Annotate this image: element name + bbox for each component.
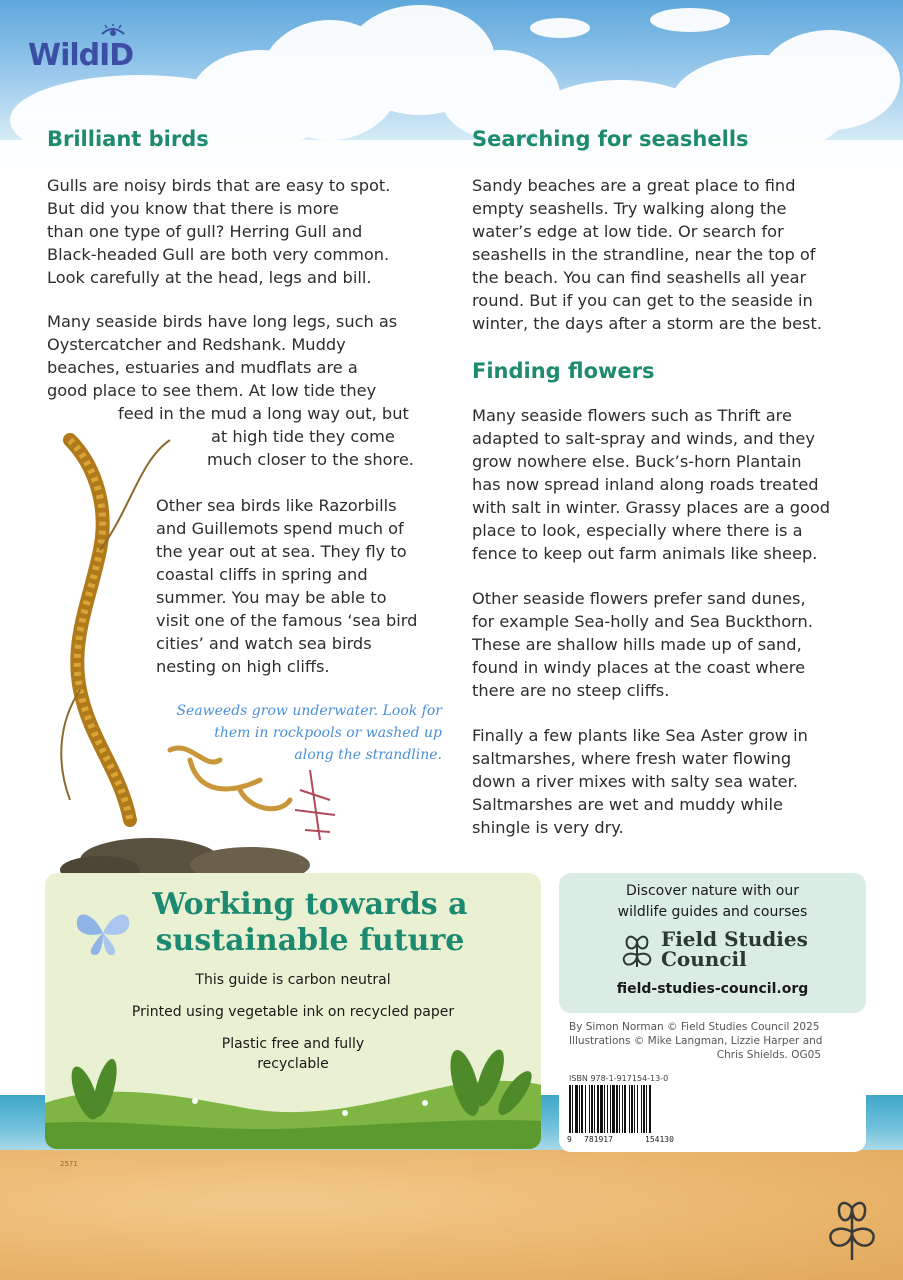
text-line: much closer to the shore. xyxy=(207,450,414,469)
butterfly-icon xyxy=(73,907,133,959)
paragraph-seashells xyxy=(472,174,822,335)
barcode-bar xyxy=(591,1085,593,1133)
text-line: shingle is very dry. xyxy=(472,818,624,837)
barcode-bar xyxy=(572,1085,573,1133)
plants-illustration xyxy=(45,1023,541,1149)
barcode-bar xyxy=(585,1085,586,1133)
barcode-bar xyxy=(604,1085,605,1133)
text-line: Council xyxy=(661,947,747,971)
text-line: Gulls are noisy birds that are easy to spot. xyxy=(47,176,391,195)
paragraph-gulls xyxy=(47,174,390,289)
seaweed-illustration xyxy=(0,420,410,880)
barcode-digit: 154130 xyxy=(645,1135,674,1144)
caption-line: them in rockpools or washed up xyxy=(214,725,442,741)
text-line: the year out at sea. They fly to xyxy=(156,542,407,561)
text-line: Discover nature with our xyxy=(625,883,799,899)
barcode-bar xyxy=(589,1085,590,1133)
clouds-illustration xyxy=(0,0,903,200)
fsc-leaf-icon xyxy=(619,931,655,969)
text-line: Field Studies xyxy=(661,927,808,951)
text-line: Illustrations © Mike Langman, Lizzie Harper and xyxy=(569,1035,823,1047)
text-line: water’s edge at low tide. Or search for xyxy=(472,222,784,241)
text-line: visit one of the famous ‘sea bird xyxy=(156,611,418,630)
text-line: grow nowhere else. Buck’s-horn Plantain xyxy=(472,452,802,471)
text-line: empty seashells. Try walking along the xyxy=(472,199,787,218)
wildid-logo: WildID xyxy=(28,38,133,73)
text-line: adapted to salt-spray and winds, and they xyxy=(472,429,815,448)
text-line: Black-headed Gull are both very common. xyxy=(47,245,390,264)
barcode xyxy=(567,1085,701,1135)
leaf-emblem-icon xyxy=(822,1196,882,1262)
text-line: seashells in the strandline, near the top of xyxy=(472,245,816,264)
barcode-bar xyxy=(634,1085,635,1133)
caption-line: Seaweeds grow underwater. Look for xyxy=(176,703,442,719)
text-line: good place to see them. At low tide they xyxy=(47,381,377,400)
text-line: Plastic free and fully xyxy=(221,1036,365,1052)
sustainability-box xyxy=(45,873,541,1149)
text-line: than one type of gull? Herring Gull and xyxy=(47,222,363,241)
barcode-bar xyxy=(575,1085,578,1133)
text-line: at high tide they come xyxy=(211,427,395,446)
text-line: fence to keep out farm animals like sheep. xyxy=(472,544,818,563)
text-line: Look carefully at the head, legs and bill. xyxy=(47,268,372,287)
text-line: feed in the mud a long way out, but xyxy=(118,404,409,423)
fsc-name xyxy=(661,929,821,969)
text-line: has now spread inland along roads treated xyxy=(472,475,819,494)
text-line: saltmarshes, where fresh water flowing xyxy=(472,749,792,768)
barcode-bar xyxy=(637,1085,638,1133)
barcode-bar xyxy=(649,1085,651,1133)
barcode-bar xyxy=(619,1085,620,1133)
text-line: found in windy places at the coast where xyxy=(472,658,806,677)
fsc-tagline xyxy=(559,881,866,923)
text-line: down a river mixes with salty sea water. xyxy=(472,772,798,791)
text-line: coastal cliffs in spring and xyxy=(156,565,368,584)
text-line: there are no steep cliffs. xyxy=(472,681,670,700)
carbon-neutral-text: This guide is carbon neutral xyxy=(195,972,391,988)
text-line: round. But if you can get to the seaside in xyxy=(472,291,813,310)
barcode-bar xyxy=(610,1085,611,1133)
text-line: with salt in winter. Grassy places are a good xyxy=(472,498,831,517)
fsc-url-link[interactable]: field-studies-council.org xyxy=(616,981,809,997)
isbn-text: ISBN 978-1-917154-13-0 xyxy=(569,1074,669,1083)
print-code: 2571 xyxy=(60,1160,78,1168)
text-line: Chris Shields. OG05 xyxy=(716,1049,821,1061)
title-line: sustainable future xyxy=(155,923,465,958)
vegetable-ink-text: Printed using vegetable ink on recycled paper xyxy=(131,1004,455,1020)
text-line: the beach. You can find seashells all year xyxy=(472,268,807,287)
barcode-bar xyxy=(607,1085,608,1133)
paragraph-saltmarshes xyxy=(472,724,808,839)
text-line: wildlife guides and courses xyxy=(617,904,808,920)
text-line: Saltmarshes are wet and muddy while xyxy=(472,795,783,814)
barcode-bar xyxy=(600,1085,603,1133)
fsc-box xyxy=(559,873,866,1013)
title-line: Working towards a xyxy=(152,887,468,922)
barcode-bar xyxy=(616,1085,618,1133)
caption-line: along the strandline. xyxy=(294,747,442,763)
heading-searching-seashells: Searching for seashells xyxy=(472,127,749,151)
barcode-bar xyxy=(612,1085,615,1133)
text-line: cities’ and watch sea birds xyxy=(156,634,372,653)
barcode-bar xyxy=(624,1085,626,1133)
paragraph-long-legs xyxy=(47,310,397,402)
barcode-digit: 781917 xyxy=(584,1135,613,1144)
text-line: Other seaside flowers prefer sand dunes, xyxy=(472,589,806,608)
text-line: place to look, especially where there is a xyxy=(472,521,803,540)
barcode-bar xyxy=(641,1085,642,1133)
barcode-bar xyxy=(631,1085,633,1133)
text-line: nesting on high cliffs. xyxy=(156,657,330,676)
text-line: summer. You may be able to xyxy=(156,588,387,607)
text-line: Sandy beaches are a great place to find xyxy=(472,176,796,195)
barcode-bar xyxy=(597,1085,599,1133)
paragraph-thrift xyxy=(472,404,830,565)
text-line: By Simon Norman © Field Studies Council 2025 xyxy=(569,1021,820,1033)
heading-finding-flowers: Finding flowers xyxy=(472,359,655,383)
text-line: Oystercatcher and Redshank. Muddy xyxy=(47,335,346,354)
heading-brilliant-birds: Brilliant birds xyxy=(47,127,209,151)
text-line: Finally a few plants like Sea Aster grow in xyxy=(472,726,808,745)
sustainability-title xyxy=(140,887,480,959)
credits-text xyxy=(569,1020,861,1062)
barcode-digit: 9 xyxy=(567,1135,572,1144)
text-line: winter, the days after a storm are the best. xyxy=(472,314,822,333)
barcode-bar xyxy=(629,1085,630,1133)
barcode-bar xyxy=(569,1085,571,1133)
text-line: recyclable xyxy=(257,1056,329,1072)
barcode-bar xyxy=(581,1085,583,1133)
barcode-bar xyxy=(579,1085,580,1133)
barcode-bar xyxy=(622,1085,623,1133)
barcode-bar xyxy=(594,1085,595,1133)
text-line: But did you know that there is more xyxy=(47,199,339,218)
text-line: Many seaside flowers such as Thrift are xyxy=(472,406,792,425)
text-line: for example Sea-holly and Sea Buckthorn. xyxy=(472,612,813,631)
text-line: Many seaside birds have long legs, such as xyxy=(47,312,398,331)
paragraph-sand-dunes xyxy=(472,587,813,702)
text-line: These are shallow hills made up of sand, xyxy=(472,635,802,654)
text-line: and Guillemots spend much of xyxy=(156,519,404,538)
text-line: Other sea birds like Razorbills xyxy=(156,496,397,515)
eye-icon xyxy=(100,24,126,38)
barcode-bar xyxy=(646,1085,647,1133)
sand-background xyxy=(0,1150,903,1280)
barcode-bar xyxy=(643,1085,645,1133)
text-line: beaches, estuaries and mudflats are a xyxy=(47,358,358,377)
